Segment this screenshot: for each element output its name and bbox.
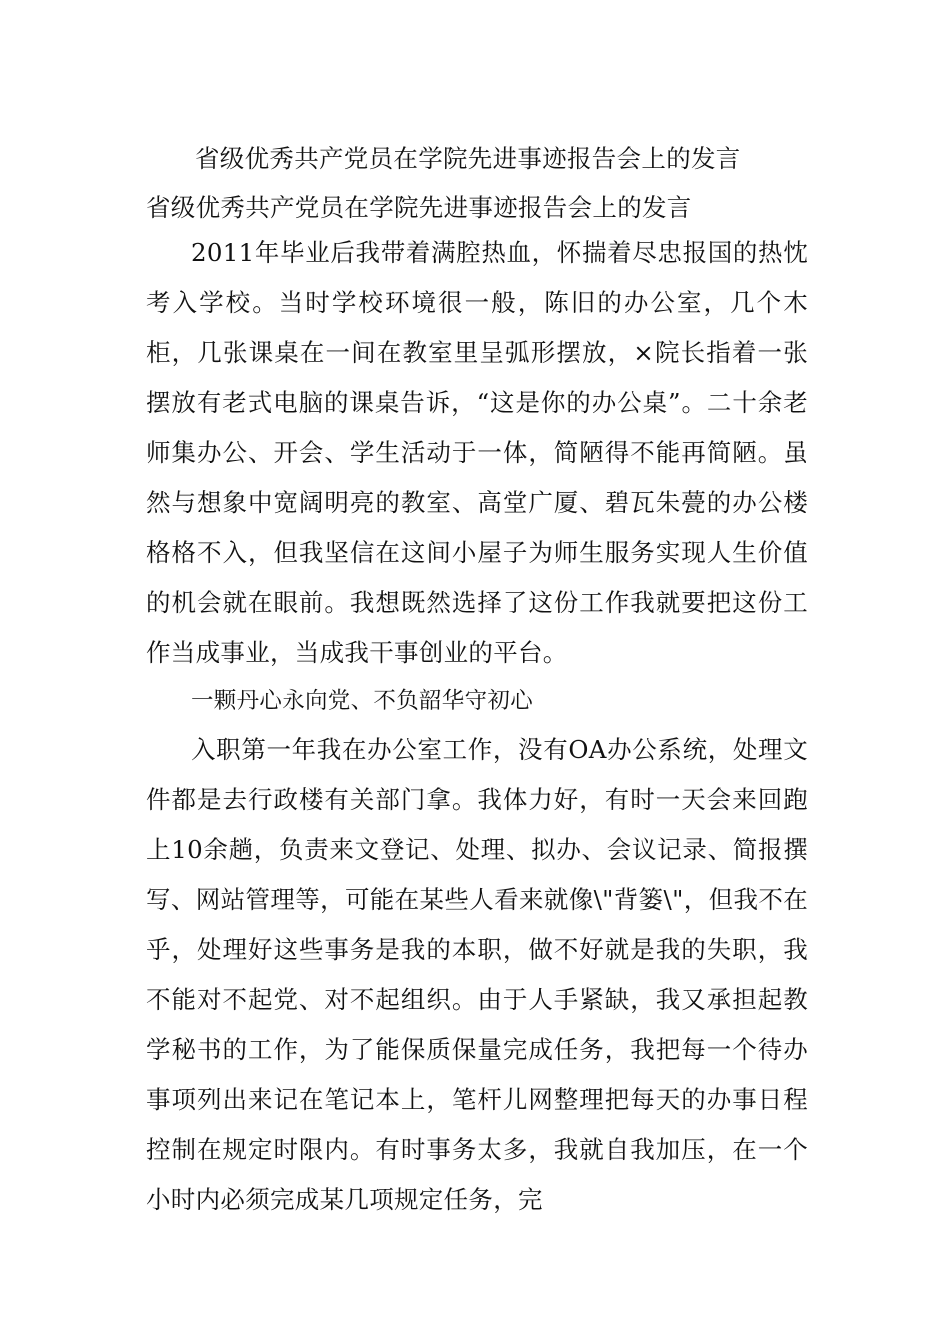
paragraph-2: 入职第一年我在办公室工作，没有OA办公系统，处理文件都是去行政楼有关部门拿。我体力好，有时一天会来回跑上10余趟，负责来文登记、处理、拟办、会议记录、简报撰写、网站管理等，可能在某些人看来就像\"背篓\"，但我不在乎，处理好这些事务是我的本职，做不好就是我的失职，我不能对不起党、对不起组织。由于人手紧缺，我又承担起教学秘书的工作，为了能保质保量完成任务，我把每一个待办事项列出来记在笔记本上，笔杆儿网整理把每天的办事日程控制在规定时限内。有时事务太多，我就自我加压，在一个小时内必须完成某几项规定任务，完 (146, 735, 808, 1214)
document-subtitle: 省级优秀共产党员在学院先进事迹报告会上的发言 (146, 193, 692, 222)
paragraph-1: 2011年毕业后我带着满腔热血，怀揣着尽忠报国的热忱考入学校。当时学校环境很一般，陈旧的办公室，几个木柜，几张课桌在一间在教室里呈弧形摆放，×院长指着一张摆放有老式电脑的课桌告诉，“这是你的办公桌”。二十余老师集办公、开会、学生活动于一体，简陋得不能再简陋。虽然与想象中宽阔明亮的教室、高堂广厦、碧瓦朱甍的办公楼格格不入，但我坚信在这间小屋子为师生服务实现人生价值的机会就在眼前。我想既然选择了这份工作我就要把这份工作当成事业，当成我干事创业的平台。 (146, 238, 808, 667)
document-title: 省级优秀共产党员在学院先进事迹报告会上的发言 (195, 144, 741, 173)
section-heading: 一颗丹心永向党、不负韶华守初心 (191, 688, 534, 714)
